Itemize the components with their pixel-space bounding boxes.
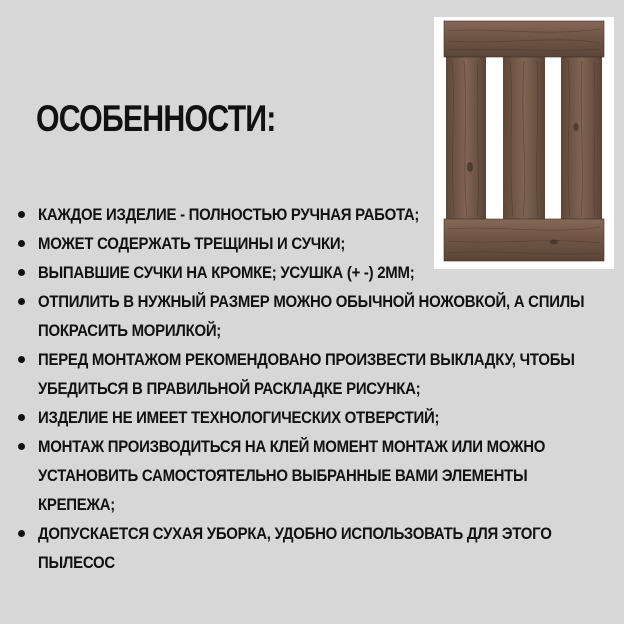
feature-text: КАЖДОЕ ИЗДЕЛИЕ - ПОЛНОСТЬЮ РУЧНАЯ РАБОТА; — [38, 205, 420, 224]
feature-text: ИЗДЕЛИЕ НЕ ИМЕЕТ ТЕХНОЛОГИЧЕСКИХ ОТВЕРСТИЙ; — [38, 408, 440, 427]
bullet-icon — [18, 356, 25, 363]
feature-item — [18, 345, 608, 403]
feature-text: ДОПУСКАЕТСЯ СУХАЯ УБОРКА, УДОБНО ИСПОЛЬЗОВАТЬ ДЛЯ ЭТОГО — [38, 524, 552, 543]
feature-item — [18, 432, 608, 519]
feature-text: ВЫПАВШИЕ СУЧКИ НА КРОМКЕ; УСУШКА (+ -) 2ММ; — [38, 263, 415, 282]
top-board — [444, 21, 604, 57]
feature-item — [18, 200, 608, 229]
feature-text: МОНТАЖ ПРОИЗВОДИТЬСЯ НА КЛЕЙ МОМЕНТ МОНТАЖ ИЛИ МОЖНО — [38, 437, 546, 456]
feature-text: ПЕРЕД МОНТАЖОМ РЕКОМЕНДОВАНО ПРОИЗВЕСТИ ВЫКЛАДКУ, ЧТОБЫ — [38, 350, 575, 369]
feature-item — [18, 258, 608, 287]
feature-item — [18, 519, 608, 577]
page-title: ОСОБЕННОСТИ: — [36, 98, 276, 139]
bullet-icon — [18, 211, 25, 218]
feature-text: УБЕДИТЬСЯ В ПРАВИЛЬНОЙ РАСКЛАДКЕ РИСУНКА; — [38, 379, 421, 398]
bullet-icon — [18, 443, 25, 450]
bullet-icon — [18, 530, 25, 537]
feature-item — [18, 403, 608, 432]
feature-text: ПОКРАСИТЬ МОРИЛКОЙ; — [38, 321, 222, 340]
feature-text: ПЫЛЕСОС — [38, 553, 115, 572]
feature-text: УСТАНОВИТЬ САМОСТОЯТЕЛЬНО ВЫБРАННЫЕ ВАМИ ЭЛЕМЕНТЫ КРЕПЕЖА; — [38, 466, 528, 514]
feature-text: ОТПИЛИТЬ В НУЖНЫЙ РАЗМЕР МОЖНО ОБЫЧНОЙ НОЖОВКОЙ, А СПИЛЫ — [38, 292, 585, 311]
bullet-icon — [18, 240, 25, 247]
feature-text: МОЖЕТ СОДЕРЖАТЬ ТРЕЩИНЫ И СУЧКИ; — [38, 234, 346, 253]
bullet-icon — [18, 414, 25, 421]
bullet-icon — [18, 269, 25, 276]
feature-item — [18, 229, 608, 258]
bullet-icon — [18, 298, 25, 305]
features-list — [18, 200, 608, 577]
feature-item — [18, 287, 608, 345]
